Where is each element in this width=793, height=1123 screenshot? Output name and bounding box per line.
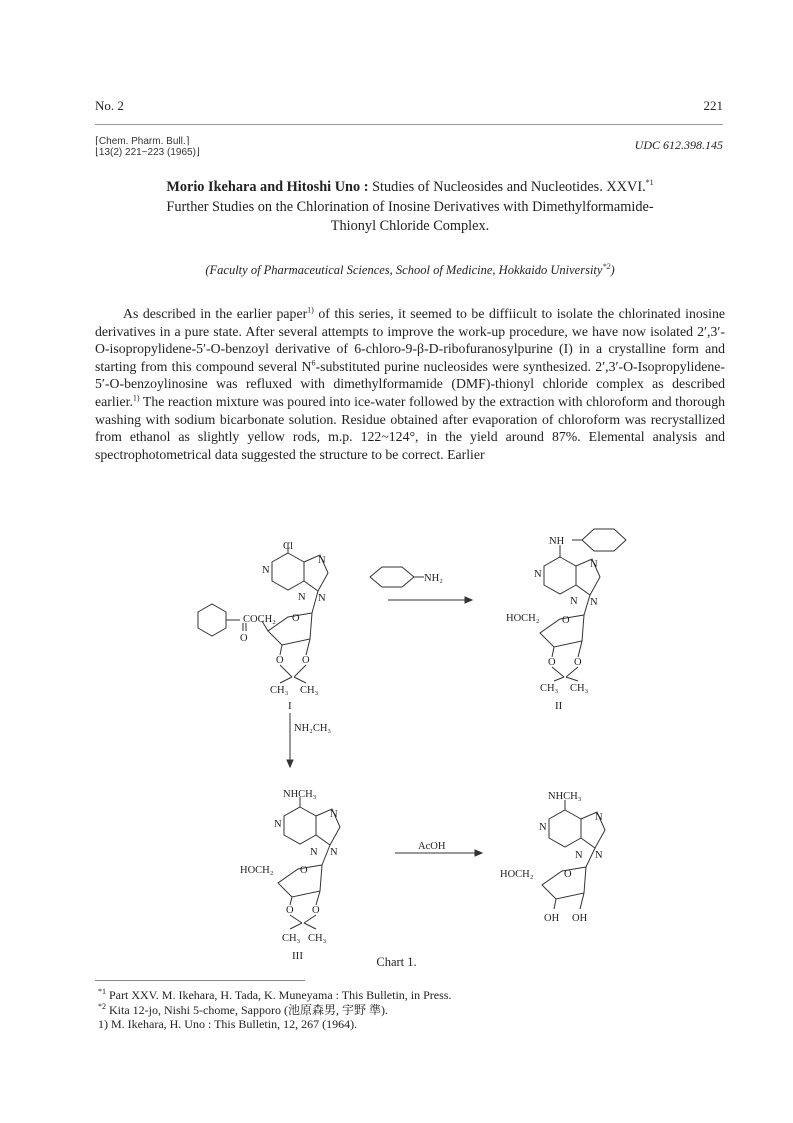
reagent-methylamine: NH₂CH₃ <box>294 723 332 734</box>
udc-code: UDC 612.398.145 <box>634 138 723 152</box>
svg-text:O: O <box>574 657 582 668</box>
affiliation-text: (Faculty of Pharmaceutical Sciences, School of Medicine, Hokkaido University <box>205 263 603 277</box>
title-subtitle: Further Studies on the Chlorination of Inosine Derivatives with Dimethylformamide-Thionyl Chloride Complex. <box>166 198 654 234</box>
journal-name: Chem. Pharm. Bull. <box>98 136 186 147</box>
affiliation: (Faculty of Pharmaceutical Sciences, School of Medicine, Hokkaido University$^{*2}$) <box>205 261 615 277</box>
svg-text:O: O <box>548 657 556 668</box>
authors: Morio Ikehara and Hitoshi Uno : <box>166 179 369 195</box>
svg-text:OH: OH <box>572 913 588 924</box>
label-nhch3: NHCH₃ <box>283 789 317 800</box>
svg-text:CH₃: CH₃ <box>540 683 559 694</box>
svg-text:N: N <box>330 809 338 820</box>
svg-text:N: N <box>318 593 326 604</box>
label-carbonyl-o: O <box>240 633 248 644</box>
svg-text:N: N <box>298 592 306 603</box>
reagent-acid: AcOH <box>418 841 446 852</box>
label-cl: Cl <box>283 541 293 552</box>
compound-label-III: III <box>292 950 303 962</box>
svg-text:N: N <box>318 555 326 566</box>
journal-volume: 13(2) 221~223 (1965) <box>98 147 196 158</box>
svg-text:O: O <box>312 905 320 916</box>
article-title <box>150 178 670 237</box>
label-nh: NH <box>549 536 565 547</box>
label-oh: OH <box>544 913 560 924</box>
svg-text:N: N <box>595 812 603 823</box>
affiliation-mark: *2 <box>602 261 611 271</box>
issue-number: No. 2 <box>95 98 124 113</box>
body-text <box>95 305 725 463</box>
label-hoch2: HOCH₂ <box>506 613 540 624</box>
svg-text:N: N <box>575 850 583 861</box>
label-ring-o: O <box>292 613 300 624</box>
svg-text:N: N <box>590 597 598 608</box>
svg-text:N: N <box>595 850 603 861</box>
svg-text:N: N <box>539 822 547 833</box>
ref-mark: 1) <box>307 305 314 315</box>
header-rule <box>95 124 723 125</box>
svg-text:O: O <box>286 905 294 916</box>
svg-text:N: N <box>310 847 318 858</box>
svg-text:O: O <box>302 655 310 666</box>
label-n: N <box>262 565 270 576</box>
chart-caption: Chart 1. <box>376 955 417 969</box>
paragraph: As described in the earlier paper$^{1)}$ of this series, it seemed to be diffiicult to isolate the chlorinated inosine derivatives in a pure state. After several attempts to improve the work-up procedure, we have now isolated 2′,3′-O-isopropylidene-5′-O-benzoyl derivative of 6-chloro-9-β-D-ribofuranosylpurine (I) in a crystalline form and starting from this compound several $N^6$-substituted purine nucleosides were synthesized. 2′,3′-O-Isopropylidene-5′-O-benzoylinosine was refluxed with dimethylformamide (DMF)-thionyl chloride complex as described earlier.$^{1)}$ The reaction mixture was poured into ice-water followed by the extraction with chloroform and thorough washing with sodium bicarbonate solution. Residue obtained after evaporation of chloroform was recrystallized from ethanol as slightly yellow rods, m.p. 122~124°, in the yield around 87%. Elemental analysis and spectrophotometrical data suggested the structure to be correct. Earlier <box>95 305 725 462</box>
svg-text:HOCH₂: HOCH₂ <box>500 869 534 880</box>
svg-text:CH₃: CH₃ <box>570 683 589 694</box>
title-footnote-mark: *1 <box>645 178 654 188</box>
footnote-rule <box>95 980 305 981</box>
journal-citation: ⌈Chem. Pharm. Bull.⌉ ⌊13(2) 221~223 (1965)⌋ <box>95 136 200 158</box>
footnotes <box>98 988 718 1032</box>
svg-text:CH₃: CH₃ <box>300 685 319 696</box>
ref-mark: 1) <box>132 393 140 403</box>
label-ch3: CH₃ <box>270 685 289 696</box>
svg-text:O: O <box>276 655 284 666</box>
svg-text:N: N <box>274 819 282 830</box>
svg-text:CH₃: CH₃ <box>308 933 327 944</box>
footnote: 1) M. Ikehara, H. Uno : This Bulletin, 12, 267 (1964). <box>98 1017 358 1031</box>
svg-text:N: N <box>534 569 542 580</box>
svg-text:CH₃: CH₃ <box>282 933 301 944</box>
svg-text:O: O <box>564 869 572 880</box>
svg-text:HOCH₂: HOCH₂ <box>240 865 274 876</box>
svg-text:O: O <box>300 865 308 876</box>
svg-text:NHCH₃: NHCH₃ <box>548 791 582 802</box>
svg-text:N: N <box>590 559 598 570</box>
svg-text:O: O <box>562 615 570 626</box>
reaction-scheme <box>0 505 793 975</box>
footnote: $^{*1}$ Part XXV. M. Ikehara, H. Tada, K. Muneyama : This Bulletin, in Press. <box>98 987 452 1002</box>
label-coch2: COCH₂ <box>243 614 276 625</box>
compound-label-II: II <box>555 700 563 712</box>
page-number: 221 <box>703 98 723 113</box>
compound-label-I: I <box>288 700 292 712</box>
title-text: Studies of Nucleosides and Nucleotides. XXVI. <box>372 179 646 195</box>
svg-text:N: N <box>570 596 578 607</box>
reagent-amine: NH₂ <box>424 573 443 584</box>
svg-text:N: N <box>330 847 338 858</box>
footnote: $^{*2}$ Kita 12-jo, Nishi 5-chome, Sapporo (池原森男, 宇野 準). <box>98 1001 388 1017</box>
